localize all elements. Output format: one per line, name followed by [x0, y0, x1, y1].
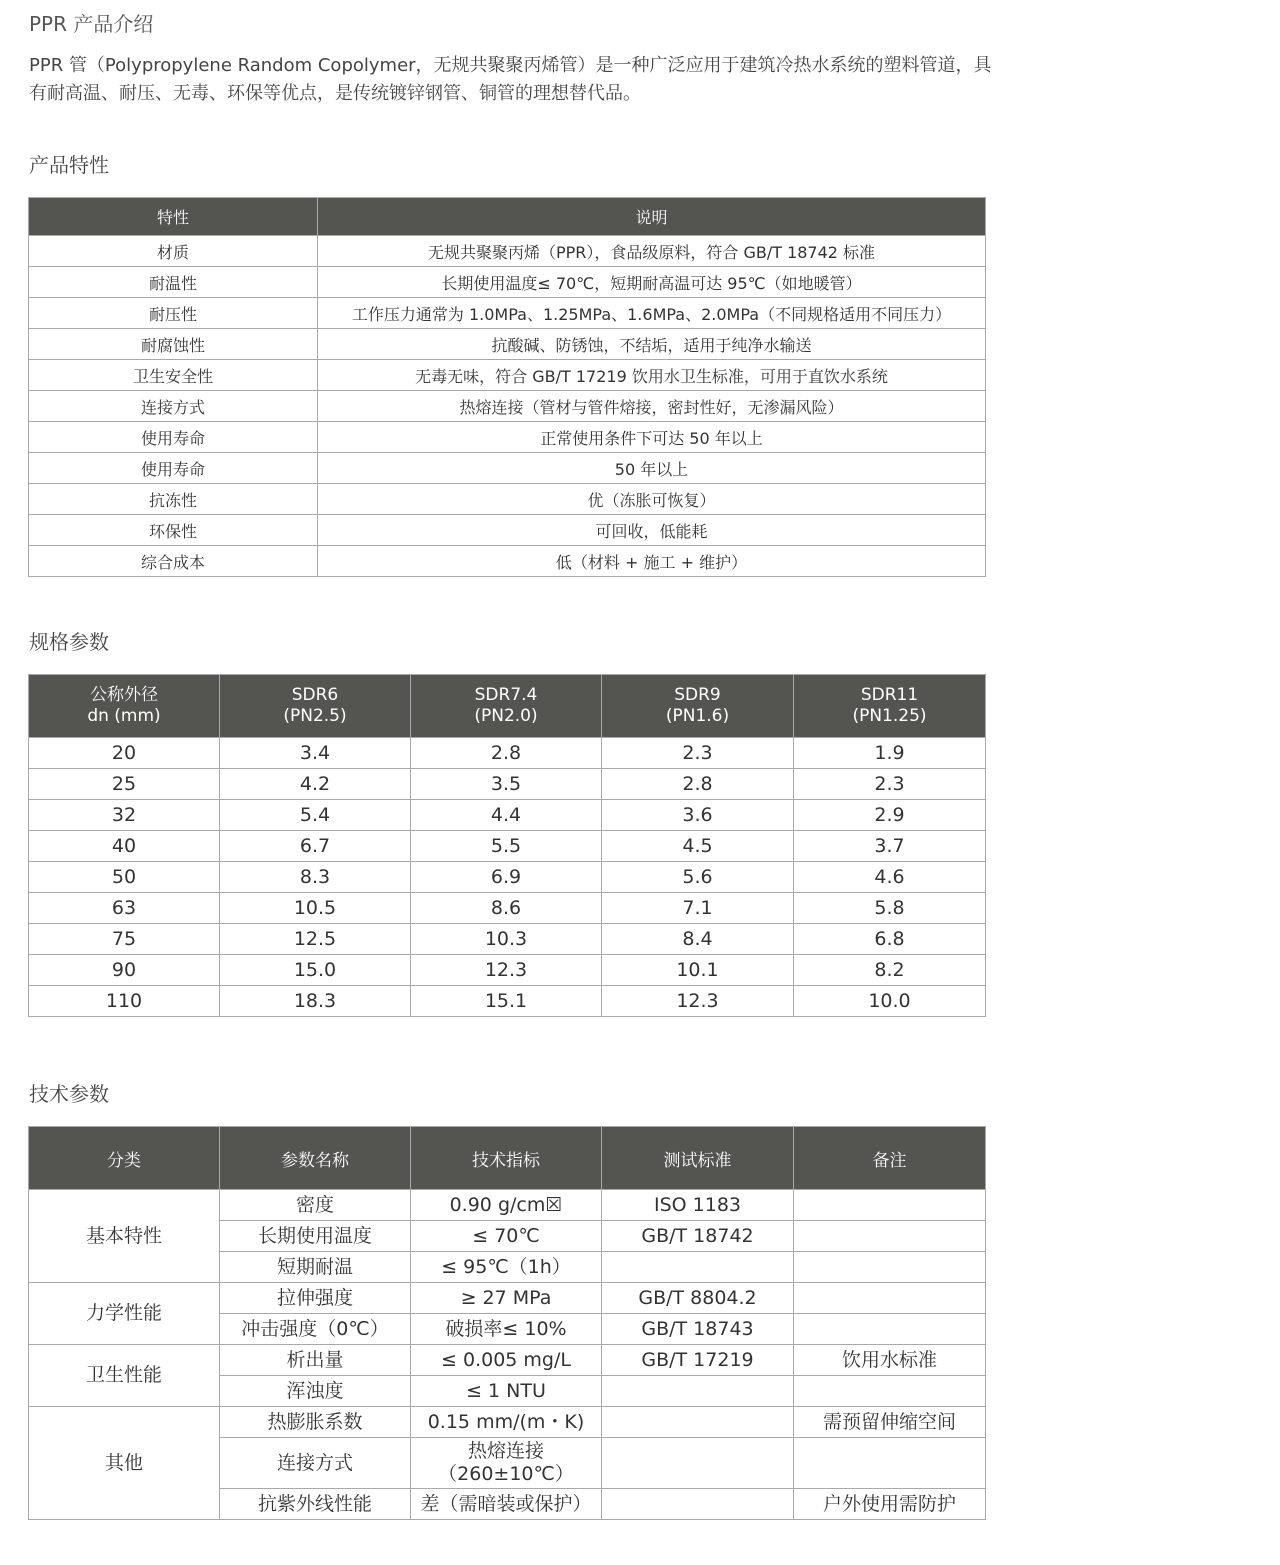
- tech-heading: 技术参数: [29, 1082, 109, 1106]
- table-cell: 2.9: [794, 800, 986, 831]
- table-cell: [602, 1438, 794, 1489]
- column-header: 参数名称: [220, 1127, 411, 1190]
- specs-table: [28, 674, 986, 1017]
- table-cell: [411, 1283, 602, 1314]
- table-row: [29, 267, 986, 298]
- table-cell: 12.3: [602, 986, 794, 1017]
- table-cell: 2.3: [602, 738, 794, 769]
- category-cell: 其他: [29, 1407, 220, 1520]
- table-cell: [602, 1190, 794, 1221]
- table-header-row: [29, 675, 986, 738]
- table-cell: 优（冻胀可恢复）: [318, 484, 986, 515]
- cell-text: 抗紫外线性能: [257, 1492, 372, 1515]
- table-cell: 2.8: [602, 769, 794, 800]
- table-cell: [220, 1376, 411, 1407]
- category-cell: 力学性能: [29, 1283, 220, 1345]
- category-cell: 基本特性: [29, 1190, 220, 1283]
- table-cell: 6.7: [220, 831, 411, 862]
- table-cell: [220, 1190, 411, 1221]
- cell-text: 短期耐温: [276, 1255, 353, 1278]
- table-cell: 10.1: [602, 955, 794, 986]
- table-cell: [602, 1314, 794, 1345]
- cell-text: 0.15 mm/(m・K): [427, 1410, 585, 1433]
- table-cell: [411, 1407, 602, 1438]
- table-row: [29, 453, 986, 484]
- table-cell: 3.7: [794, 831, 986, 862]
- tech-table: [28, 1126, 986, 1520]
- table-cell: 3.5: [411, 769, 602, 800]
- table-cell: 3.6: [602, 800, 794, 831]
- table-cell: 正常使用条件下可达 50 年以上: [318, 422, 986, 453]
- table-cell: 使用寿命: [29, 453, 318, 484]
- table-cell: 50 年以上: [318, 453, 986, 484]
- column-header: SDR11 (PN1.25): [794, 675, 986, 738]
- features-heading: 产品特性: [29, 153, 109, 177]
- table-cell: [602, 1283, 794, 1314]
- table-cell: 12.3: [411, 955, 602, 986]
- table-cell: 5.6: [602, 862, 794, 893]
- table-cell: 材质: [29, 236, 318, 267]
- table-cell: [411, 1314, 602, 1345]
- table-cell: 20: [29, 738, 220, 769]
- table-cell: 75: [29, 924, 220, 955]
- table-cell: 32: [29, 800, 220, 831]
- table-cell: 无规共聚聚丙烯（PPR），食品级原料，符合 GB/T 18742 标准: [318, 236, 986, 267]
- table-row: [29, 236, 986, 267]
- cell-text: ≤ 70℃: [472, 1224, 540, 1247]
- table-cell: 10.0: [794, 986, 986, 1017]
- column-header: SDR9 (PN1.6): [602, 675, 794, 738]
- cell-text: 差（需暗装或保护）: [420, 1492, 592, 1515]
- table-cell: 抗酸碱、防锈蚀，不结垢，适用于纯净水输送: [318, 329, 986, 360]
- table-cell: 耐压性: [29, 298, 318, 329]
- table-cell: 热熔连接（管材与管件熔接，密封性好，无渗漏风险）: [318, 391, 986, 422]
- column-header: 分类: [29, 1127, 220, 1190]
- table-cell: 7.1: [602, 893, 794, 924]
- table-cell: 4.6: [794, 862, 986, 893]
- table-cell: 8.2: [794, 955, 986, 986]
- table-cell: [220, 1283, 411, 1314]
- table-cell: 8.3: [220, 862, 411, 893]
- cell-text: GB/T 18742: [641, 1224, 754, 1247]
- table-cell: 1.9: [794, 738, 986, 769]
- table-row: [29, 862, 986, 893]
- column-header: SDR7.4 (PN2.0): [411, 675, 602, 738]
- table-cell: [602, 1407, 794, 1438]
- table-cell: [220, 1438, 411, 1489]
- table-cell: 110: [29, 986, 220, 1017]
- table-cell: 耐腐蚀性: [29, 329, 318, 360]
- table-cell: 15.1: [411, 986, 602, 1017]
- table-cell: [220, 1314, 411, 1345]
- table-cell: [794, 1283, 986, 1314]
- table-cell: [794, 1407, 986, 1438]
- specs-heading: 规格参数: [29, 630, 109, 654]
- table-cell: 5.8: [794, 893, 986, 924]
- table-cell: [794, 1314, 986, 1345]
- table-cell: [411, 1190, 602, 1221]
- cell-text: 破损率≤ 10%: [445, 1317, 567, 1340]
- table-cell: 抗冻性: [29, 484, 318, 515]
- table-cell: 2.8: [411, 738, 602, 769]
- table-cell: [220, 1221, 411, 1252]
- table-cell: [794, 1190, 986, 1221]
- table-cell: [794, 1376, 986, 1407]
- table-cell: [602, 1252, 794, 1283]
- table-header-row: [29, 198, 986, 236]
- cell-text: 拉伸强度: [276, 1286, 353, 1309]
- table-cell: 6.9: [411, 862, 602, 893]
- cell-text: 饮用水标准: [841, 1348, 937, 1371]
- features-table: [28, 197, 986, 577]
- column-header: 技术指标: [411, 1127, 602, 1190]
- table-row: [29, 515, 986, 546]
- table-cell: 6.8: [794, 924, 986, 955]
- table-row: [29, 800, 986, 831]
- table-row: [29, 1345, 986, 1376]
- column-header: 测试标准: [602, 1127, 794, 1190]
- intro-paragraph: PPR 管（Polypropylene Random Copolymer，无规共聚聚丙烯管）是一种广泛应用于建筑冷热水系统的塑料管道，具有耐高温、耐压、无毒、环保等优点，是传统镀锌钢管、铜管的理想替代品。: [29, 55, 992, 104]
- table-cell: [411, 1221, 602, 1252]
- table-cell: 18.3: [220, 986, 411, 1017]
- connect-temp: （260±10℃）: [438, 1463, 574, 1485]
- table-row: [29, 924, 986, 955]
- table-cell: 4.2: [220, 769, 411, 800]
- category-cell: 卫生性能: [29, 1345, 220, 1407]
- table-cell: 25: [29, 769, 220, 800]
- cell-text: GB/T 17219: [641, 1348, 754, 1371]
- cell-text: 浑浊度: [286, 1379, 344, 1402]
- cell-text: 冲击强度（0℃）: [241, 1317, 389, 1340]
- cell-text: 密度: [295, 1193, 334, 1216]
- table-cell: 使用寿命: [29, 422, 318, 453]
- cell-text: 0.90 g/cm: [449, 1193, 546, 1216]
- table-cell: 10.5: [220, 893, 411, 924]
- table-cell: 长期使用温度≤ 70℃，短期耐高温可达 95℃（如地暖管）: [318, 267, 986, 298]
- table-cell: [602, 1345, 794, 1376]
- table-row: [29, 738, 986, 769]
- table-row: [29, 422, 986, 453]
- table-cell: 2.3: [794, 769, 986, 800]
- table-cell: 无毒无味，符合 GB/T 17219 饮用水卫生标准，可用于直饮水系统: [318, 360, 986, 391]
- table-row: [29, 360, 986, 391]
- table-cell: [794, 1489, 986, 1520]
- table-cell: 40: [29, 831, 220, 862]
- table-cell: 连接方式: [29, 391, 318, 422]
- table-row: [29, 484, 986, 515]
- column-header: 公称外径 dn (mm): [29, 675, 220, 738]
- table-cell: 工作压力通常为 1.0MPa、1.25MPa、1.6MPa、2.0MPa（不同规格适用不同压力）: [318, 298, 986, 329]
- table-cell: [794, 1345, 986, 1376]
- table-cell: 8.4: [602, 924, 794, 955]
- table-row: [29, 955, 986, 986]
- table-cell: [220, 1407, 411, 1438]
- table-cell: [602, 1221, 794, 1252]
- table-row: [29, 1283, 986, 1314]
- table-cell: [411, 1252, 602, 1283]
- table-cell: [411, 1345, 602, 1376]
- cell-text: 析出量: [286, 1348, 344, 1371]
- table-cell: [794, 1221, 986, 1252]
- table-cell: 4.5: [602, 831, 794, 862]
- table-row: [29, 831, 986, 862]
- cell-text: GB/T 8804.2: [638, 1286, 757, 1309]
- table-header-row: [29, 1127, 986, 1190]
- table-cell: 12.5: [220, 924, 411, 955]
- table-row: [29, 1407, 986, 1438]
- missing-glyph-icon: ☒: [545, 1193, 563, 1216]
- cell-text: GB/T 18743: [641, 1317, 754, 1340]
- cell-text: ≤ 95℃（1h）: [441, 1255, 571, 1278]
- page-title: PPR 产品介绍: [29, 12, 154, 36]
- table-cell: 5.5: [411, 831, 602, 862]
- table-cell: 5.4: [220, 800, 411, 831]
- cell-text: 热膨胀系数: [267, 1410, 363, 1433]
- cell-text: 户外使用需防护: [822, 1492, 956, 1515]
- table-row: [29, 298, 986, 329]
- cell-text: 连接方式: [276, 1451, 353, 1474]
- column-header: 特性: [29, 198, 318, 236]
- table-cell: 3.4: [220, 738, 411, 769]
- table-cell: [220, 1252, 411, 1283]
- table-row: [29, 769, 986, 800]
- table-cell: 卫生安全性: [29, 360, 318, 391]
- table-cell: [411, 1376, 602, 1407]
- column-header: SDR6 (PN2.5): [220, 675, 411, 738]
- cell-text: 热熔连接: [467, 1440, 544, 1462]
- table-row: [29, 329, 986, 360]
- table-cell: 4.4: [411, 800, 602, 831]
- table-cell: [794, 1252, 986, 1283]
- table-cell: 50: [29, 862, 220, 893]
- table-cell: [220, 1489, 411, 1520]
- table-cell: 综合成本: [29, 546, 318, 577]
- table-row: [29, 391, 986, 422]
- table-cell: 环保性: [29, 515, 318, 546]
- table-row: [29, 893, 986, 924]
- table-cell: [602, 1376, 794, 1407]
- column-header: 备注: [794, 1127, 986, 1190]
- cell-text: ≥ 27 MPa: [460, 1286, 552, 1309]
- cell-text: ≤ 0.005 mg/L: [441, 1348, 571, 1371]
- table-cell: 8.6: [411, 893, 602, 924]
- cell-text: ISO 1183: [653, 1193, 741, 1216]
- table-cell: 90: [29, 955, 220, 986]
- table-cell: [220, 1345, 411, 1376]
- column-header: 说明: [318, 198, 986, 236]
- table-cell: 10.3: [411, 924, 602, 955]
- cell-text: 需预留伸缩空间: [822, 1410, 956, 1433]
- table-cell: 低（材料 + 施工 + 维护）: [318, 546, 986, 577]
- table-cell: [411, 1489, 602, 1520]
- table-cell: 63: [29, 893, 220, 924]
- table-row: [29, 546, 986, 577]
- cell-text: ≤ 1 NTU: [466, 1379, 546, 1402]
- table-cell: 15.0: [220, 955, 411, 986]
- table-cell: 耐温性: [29, 267, 318, 298]
- table-cell: [794, 1438, 986, 1489]
- table-row: [29, 986, 986, 1017]
- table-cell: [411, 1438, 602, 1489]
- table-cell: [602, 1489, 794, 1520]
- table-row: [29, 1190, 986, 1221]
- table-cell: 可回收，低能耗: [318, 515, 986, 546]
- cell-text: 长期使用温度: [257, 1224, 372, 1247]
